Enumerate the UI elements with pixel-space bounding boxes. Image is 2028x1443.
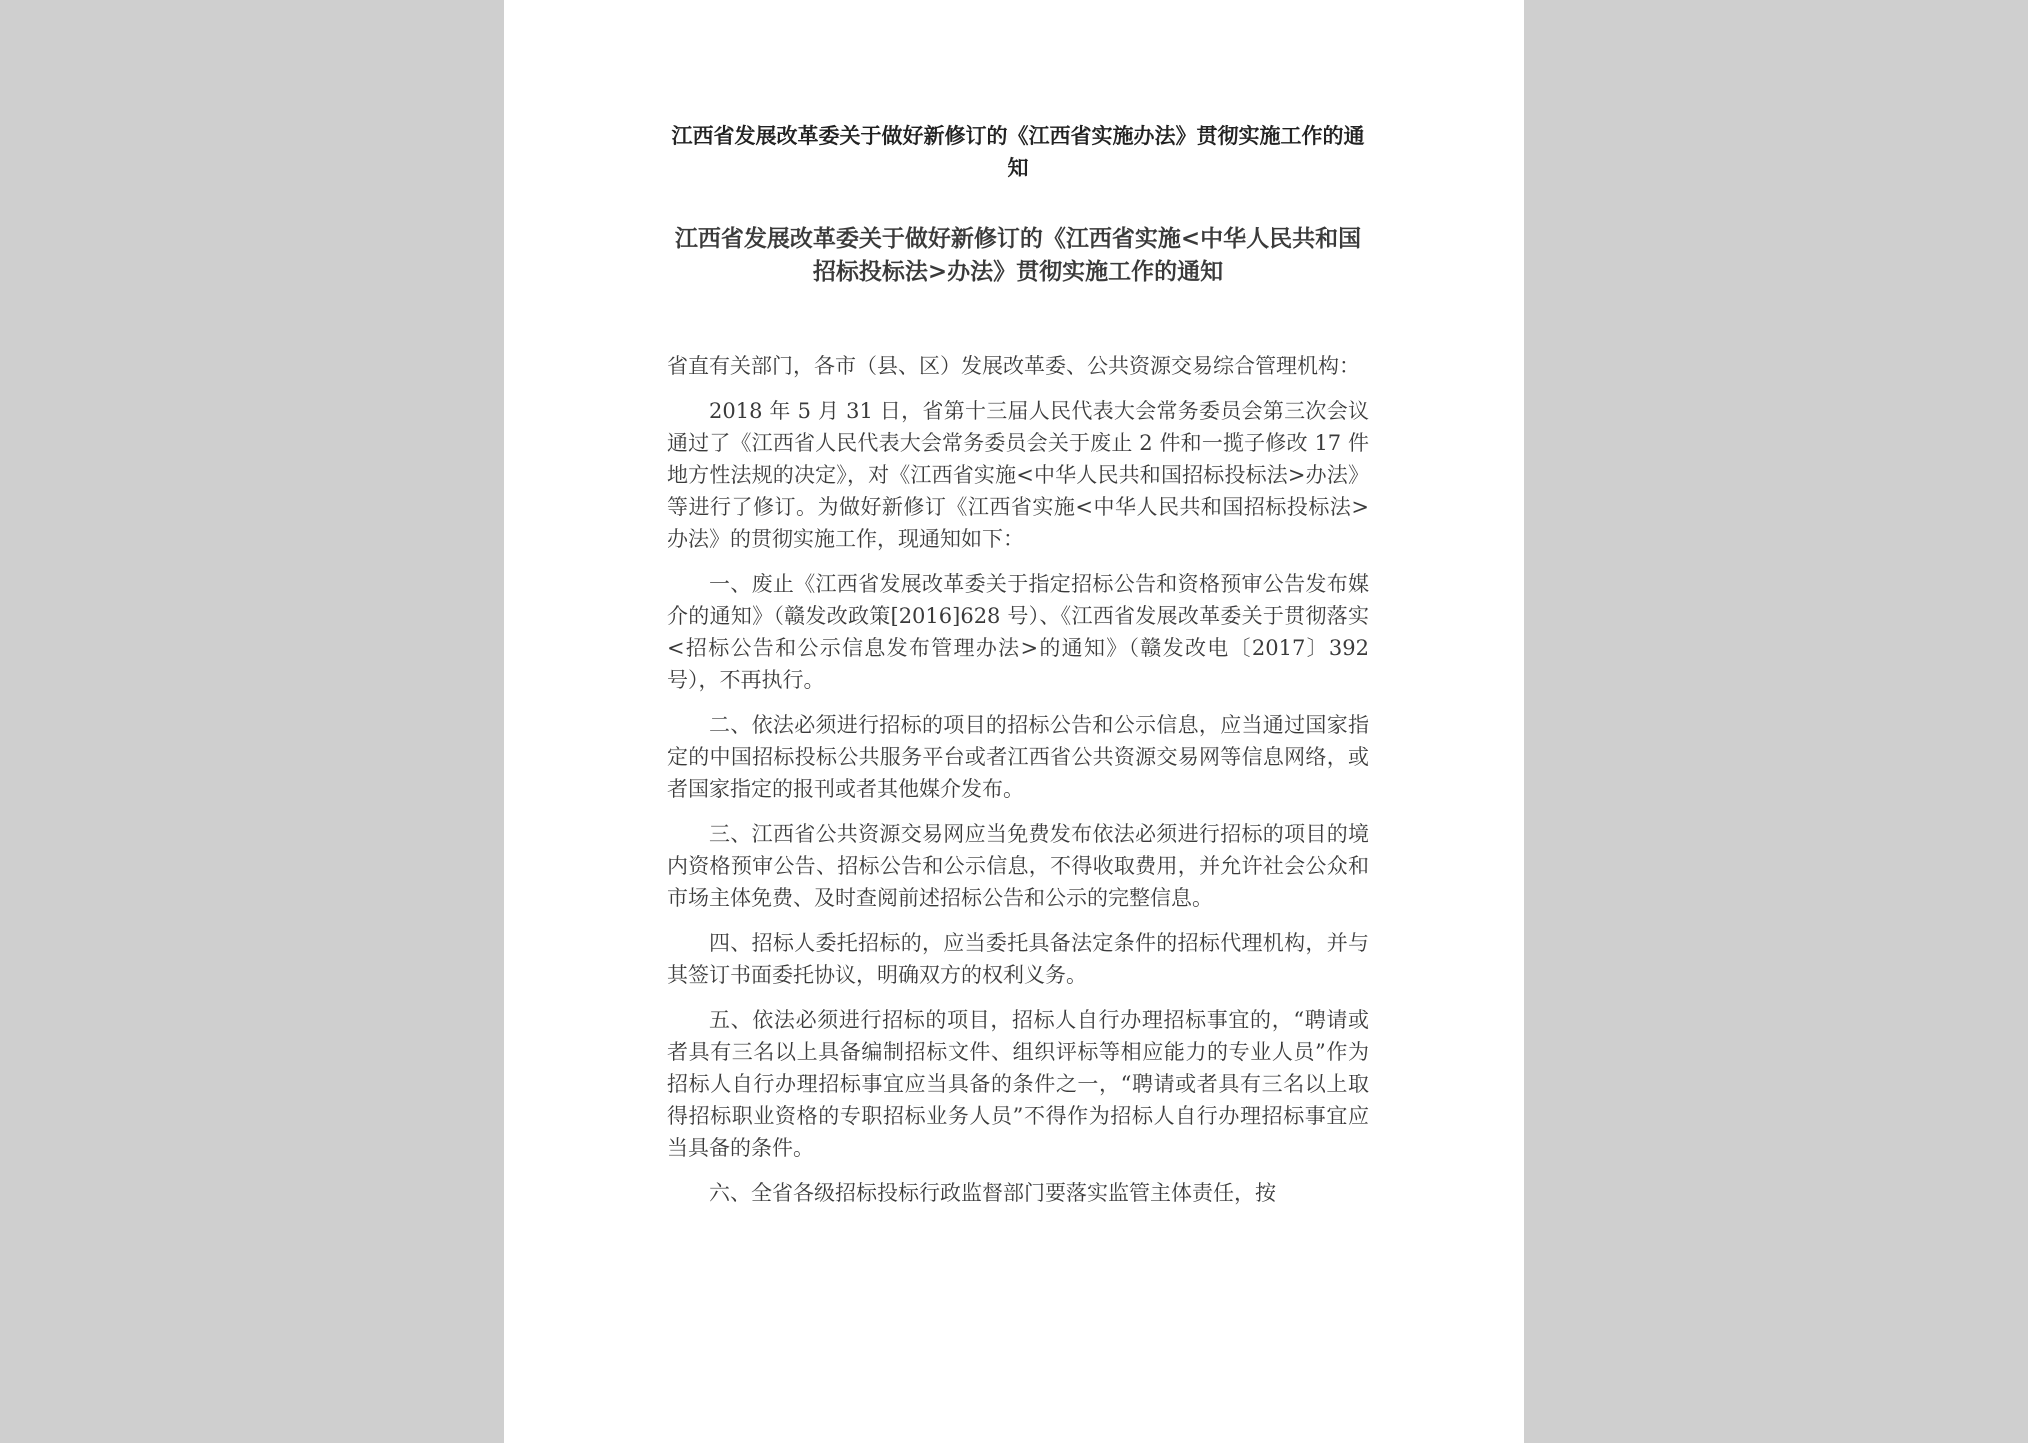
- document-page: [504, 0, 1524, 1443]
- document-subtitle: 江西省发展改革委关于做好新修订的《江西省实施<中华人民共和国招标投标法>办法》贯彻实施工作的通知: [674, 225, 1362, 285]
- document-title: 江西省发展改革委关于做好新修订的《江西省实施办法》贯彻实施工作的通知: [671, 124, 1365, 180]
- paragraph-item-3: 三、江西省公共资源交易网应当免费发布依法必须进行招标的项目的境内资格预审公告、招标公告和公示信息，不得收取费用，并允许社会公众和市场主体免费、及时查阅前述招标公告和公示的完整信息。: [667, 822, 1369, 910]
- paragraph-item-5: 五、依法必须进行招标的项目，招标人自行办理招标事宜的，“聘请或者具有三名以上具备编制招标文件、组织评标等相应能力的专业人员”作为招标人自行办理招标事宜应当具备的条件之一，“聘请或者具有三名以上取得招标职业资格的专职招标业务人员”不得作为招标人自行办理招标事宜应当具备的条件。: [667, 1008, 1369, 1160]
- paragraph-item-6: 六、全省各级招标投标行政监督部门要落实监管主体责任，按: [709, 1181, 1276, 1205]
- paragraph-intro: 2018 年 5 月 31 日，省第十三届人民代表大会常务委员会第三次会议通过了《江西省人民代表大会常务委员会关于废止 2 件和一揽子修改 17 件地方性法规的决定》，对《江西省实施<中华人民共和国招标投标法>办法》等进行了修订。为做好新修订《江西省实施<中华人民共和国招标投标法>办法》的贯彻实施工作，现通知如下：: [667, 399, 1369, 551]
- paragraph-item-1: 一、废止《江西省发展改革委关于指定招标公告和资格预审公告发布媒介的通知》（赣发改政策[2016]628 号）、《江西省发展改革委关于贯彻落实<招标公告和公示信息发布管理办法>的通知》（赣发改电〔2017〕392 号），不再执行。: [667, 572, 1369, 692]
- document-body: [667, 120, 1369, 1209]
- paragraph-item-2: 二、依法必须进行招标的项目的招标公告和公示信息，应当通过国家指定的中国招标投标公共服务平台或者江西省公共资源交易网等信息网络，或者国家指定的报刊或者其他媒介发布。: [667, 713, 1369, 801]
- salutation: 省直有关部门，各市（县、区）发展改革委、公共资源交易综合管理机构：: [667, 354, 1360, 378]
- paragraph-item-4: 四、招标人委托招标的，应当委托具备法定条件的招标代理机构，并与其签订书面委托协议，明确双方的权利义务。: [667, 931, 1369, 987]
